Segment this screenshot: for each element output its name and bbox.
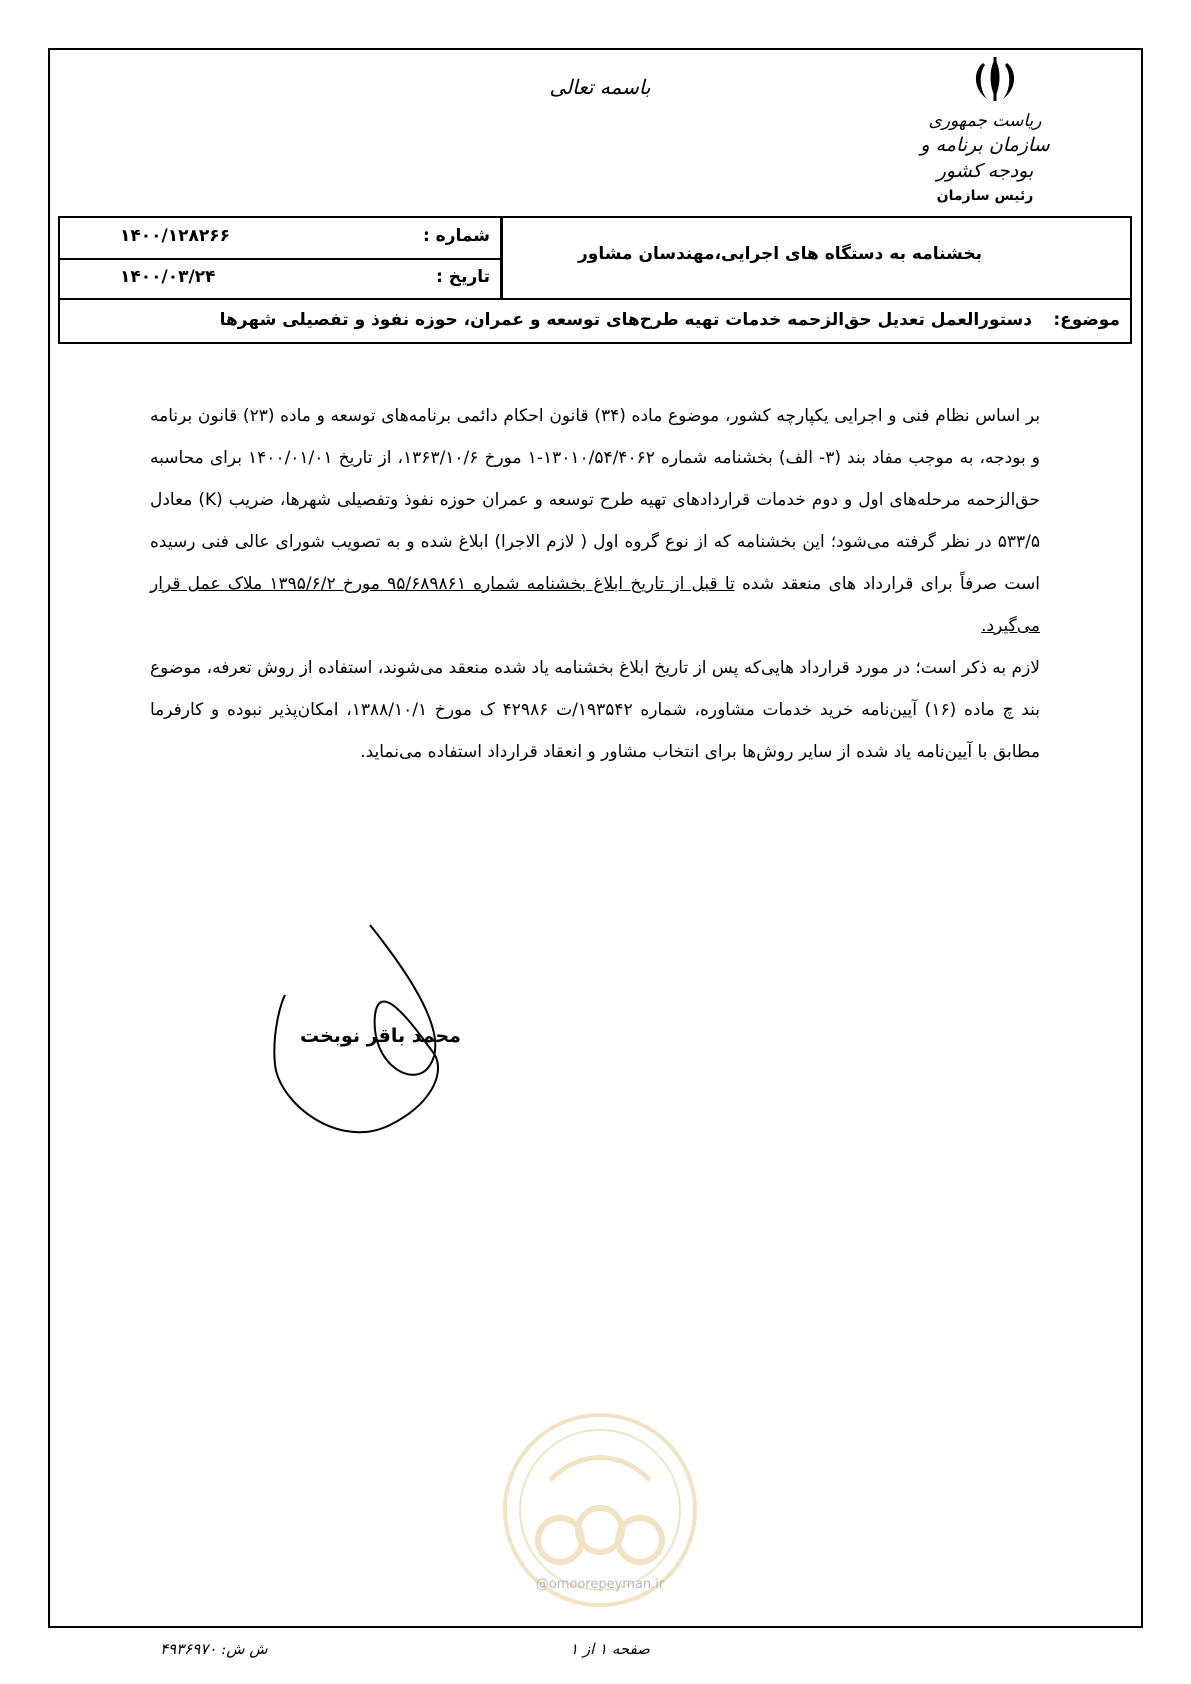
body-paragraph-1-text: بر اساس نظام فنی و اجرایی یکپارچه کشور، موضوع ماده (۳۴) قانون احکام دائمی برنامه‌های توسعه و ماده (۲۳) قانون برنامه و بودجه، به موجب مفاد بند (۳- الف) بخشنامه شماره ۱۳۰۱۰/۵۴/۴۰۶۲-۱ مورخ ۱۳۶۳/۱۰/۶، از تاریخ ۱۴۰۰/۰۱/۰۱ برای محاسبه حق‌الزحمه مرحله‌های اول و دوم خدمات قراردادهای تهیه طرح توسعه و عمران حوزه نفوذ وتفصیلی شهرها، ضریب (K) معادل ۵۳۳/۵ در نظر گرفته می‌شود؛ این بخشنامه که از نوع گروه اول ( لازم الاجرا) ابلاغ شده و به تصویب شورای عالی فنی رسیده است صرفاً برای قرارداد های منعقد شده [150, 406, 1041, 594]
date-value: ۱۴۰۰/۰۳/۲۴ [120, 267, 216, 287]
date-row [60, 259, 500, 299]
recipient: بخشنامه به دستگاه های اجرایی،مهندسان مشاور [577, 244, 982, 264]
number-label: شماره : [422, 226, 490, 246]
subject-box [58, 300, 1132, 344]
header-divider [500, 218, 503, 298]
body-paragraph-1-underlined: تا قبل از تاریخ ابلاغ بخشنامه شماره ۹۵/۶۸۹۸۶۱ مورخ ۱۳۹۵/۶/۲ ملاک عمل قرار می‌گیرد. [150, 574, 1040, 636]
footer-serial: ش ش: ۴۹۳۶۹۷۰ [160, 1640, 268, 1658]
signer-name: محمد باقر نوبخت [300, 1025, 461, 1047]
org-line-presidency: ریاست جمهوری [928, 111, 1042, 131]
letter-body [150, 395, 1040, 773]
footer-page-number: صفحه ۱ از ۱ [570, 1640, 650, 1658]
body-paragraph-2: لازم به ذکر است؛ در مورد قرارداد هایی‌که پس از تاریخ ابلاغ بخشنامه یاد شده منعقد می‌شوند، استفاده از روش تعرفه، موضوع بند چ ماده (۱۶) آیین‌نامه خرید خدمات مشاوره، شماره ۱۹۳۵۴۲/ت ۴۲۹۸۶ ک مورخ ۱۳۸۸/۱۰/۱، امکان‌پذیر نبوده و کارفرما مطابق با آیین‌نامه یاد شده از سایر روش‌ها برای انتخاب مشاور و انعقاد قرارداد استفاده می‌نماید. [150, 658, 1040, 762]
number-value: ۱۴۰۰/۱۲۸۲۶۶ [120, 226, 230, 246]
bismillah: باسمه تعالی [549, 75, 651, 99]
signature-icon [270, 915, 500, 1195]
organization-header [900, 110, 1070, 208]
org-line-organization: سازمان برنامه و بودجه کشور [920, 134, 1050, 182]
letter-header-box [58, 216, 1132, 300]
number-row [60, 218, 500, 260]
org-line-head: رئیس سازمان [936, 188, 1034, 204]
date-label: تاریخ : [436, 267, 490, 287]
iran-emblem-icon [965, 55, 1025, 103]
subject-text: دستورالعمل تعدیل حق‌الزحمه خدمات تهیه طرح‌های توسعه و عمران، حوزه نفوذ و تفصیلی شهرها [219, 310, 1032, 330]
subject-label: موضوع: [1053, 310, 1120, 330]
body-paragraph-1 [150, 395, 1040, 647]
watermark-text: @omoorepeyman.ir [535, 1577, 665, 1592]
